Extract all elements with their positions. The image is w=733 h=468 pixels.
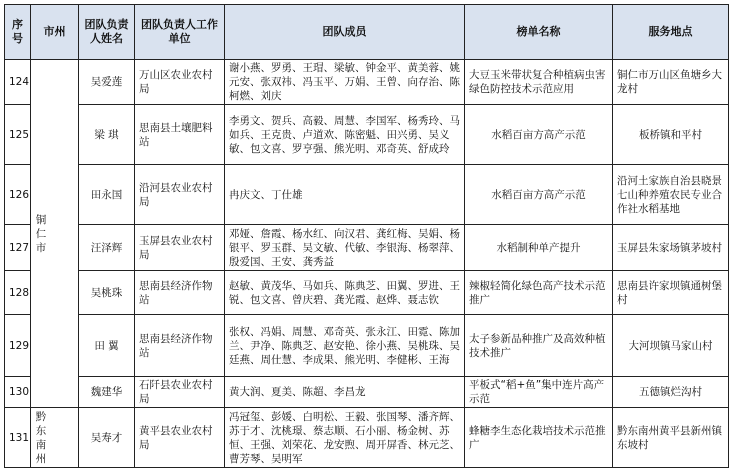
header-city: 市州 xyxy=(31,5,79,60)
city-cell xyxy=(31,60,79,408)
table-row xyxy=(5,315,729,377)
row-number: 127 xyxy=(5,225,31,271)
header-place: 服务地点 xyxy=(613,5,729,60)
header-seq: 序号 xyxy=(5,5,31,60)
leader-name: 吴桃珠 xyxy=(79,271,135,315)
header-members: 团队成员 xyxy=(225,5,465,60)
table-row xyxy=(5,225,729,271)
list-name: 水稻百亩方高产示范 xyxy=(465,105,613,165)
leader-unit: 思南县经济作物站 xyxy=(135,271,225,315)
header-unit: 团队负责人工作单位 xyxy=(135,5,225,60)
city-cell xyxy=(31,408,79,468)
table-row xyxy=(5,408,729,468)
list-name: 辣椒轻简化绿色高产技术示范推广 xyxy=(465,271,613,315)
row-number: 131 xyxy=(5,408,31,468)
table-row xyxy=(5,377,729,408)
city-name: 铜仁市 xyxy=(35,213,47,254)
list-name: 平板式“稻+鱼”集中连片高产示范 xyxy=(465,377,613,408)
service-place: 思南县许家坝镇通树堡村 xyxy=(613,271,729,315)
list-name: 大豆玉米带状复合种植病虫害绿色防控技术示范应用 xyxy=(465,60,613,105)
service-place: 五德镇烂沟村 xyxy=(613,377,729,408)
leader-name: 吴寿才 xyxy=(79,408,135,468)
table-row xyxy=(5,271,729,315)
table-row xyxy=(5,60,729,105)
leader-unit: 石阡县农业农村局 xyxy=(135,377,225,408)
leader-name: 汪泽辉 xyxy=(79,225,135,271)
row-number: 128 xyxy=(5,271,31,315)
list-name: 水稻百亩方高产示范 xyxy=(465,165,613,225)
team-members: 冯冠玺、彭媛、白明松、王毅、张国琴、潘齐辉、苏于才、沈桃璟、蔡志顺、石小丽、杨金树、苏恒、王强、刘荣花、龙安煦、周开屏香、林元芝、曹芳琴、吴明军 xyxy=(225,408,465,468)
row-number: 125 xyxy=(5,105,31,165)
leader-unit: 沿河县农业农村局 xyxy=(135,165,225,225)
row-number: 129 xyxy=(5,315,31,377)
service-place: 板桥镇和平村 xyxy=(613,105,729,165)
leader-unit: 思南县经济作物站 xyxy=(135,315,225,377)
table-row xyxy=(5,105,729,165)
service-place: 大河坝镇马家山村 xyxy=(613,315,729,377)
team-members: 李勇文、贺兵、高毅、周慧、李国军、杨秀玲、马如兵、王克贵、卢道欢、陈密魁、田兴勇、吴义敏、包文喜、罗亨强、熊光明、邓奇英、舒成玲 xyxy=(225,105,465,165)
service-place: 玉屏县朱家场镇茅坡村 xyxy=(613,225,729,271)
service-place: 铜仁市万山区鱼塘乡大龙村 xyxy=(613,60,729,105)
leader-unit: 万山区农业农村局 xyxy=(135,60,225,105)
list-name: 水稻制种单产提升 xyxy=(465,225,613,271)
row-number: 126 xyxy=(5,165,31,225)
header-list: 榜单名称 xyxy=(465,5,613,60)
leader-unit: 思南县土壤肥料站 xyxy=(135,105,225,165)
team-members: 邓娅、詹霞、杨水红、向汉君、龚红梅、吴娟、杨银平、罗玉群、吴文敏、代敏、李银海、杨翠萍、殷爱国、王安、龚秀益 xyxy=(225,225,465,271)
team-members: 冉庆文、丁仕雄 xyxy=(225,165,465,225)
leader-name: 吴爱莲 xyxy=(79,60,135,105)
leader-unit: 黄平县农业农村局 xyxy=(135,408,225,468)
header-row xyxy=(5,5,729,60)
leader-name: 田 翼 xyxy=(79,315,135,377)
city-name: 黔东南州 xyxy=(35,410,47,465)
header-leader: 团队负责人姓名 xyxy=(79,5,135,60)
table-row xyxy=(5,165,729,225)
leader-name: 田永国 xyxy=(79,165,135,225)
leader-name: 梁 琪 xyxy=(79,105,135,165)
team-members: 黄大润、夏美、陈超、李昌龙 xyxy=(225,377,465,408)
list-name: 太子参新品种推广及高效种植技术推广 xyxy=(465,315,613,377)
team-table xyxy=(4,4,729,468)
leader-name: 魏建华 xyxy=(79,377,135,408)
service-place: 黔东南州黄平县新州镇东坡村 xyxy=(613,408,729,468)
list-name: 蜂糖李生态化栽培技术示范推广 xyxy=(465,408,613,468)
row-number: 124 xyxy=(5,60,31,105)
team-members: 谢小燕、罗勇、王瑁、梁敏、钟金平、黄美蓉、姚元安、张双祎、冯玉平、万娟、王曾、向存治、陈柯燃、刘庆 xyxy=(225,60,465,105)
team-members: 张权、冯娟、周慧、邓奇英、张永江、田霓、陈加兰、尹净、陈典芝、赵安艳、徐小燕、吴桃珠、吴廷燕、周仕慧、李成果、熊光明、李健彬、王海 xyxy=(225,315,465,377)
service-place: 沿河土家族自治县晓景七山种养殖农民专业合作社水稻基地 xyxy=(613,165,729,225)
leader-unit: 玉屏县农业农村局 xyxy=(135,225,225,271)
team-members: 赵敏、黄茂华、马如兵、陈典芝、田翼、罗进、王锐、包文喜、曾庆碧、龚光霞、赵烨、聂志钦 xyxy=(225,271,465,315)
row-number: 130 xyxy=(5,377,31,408)
